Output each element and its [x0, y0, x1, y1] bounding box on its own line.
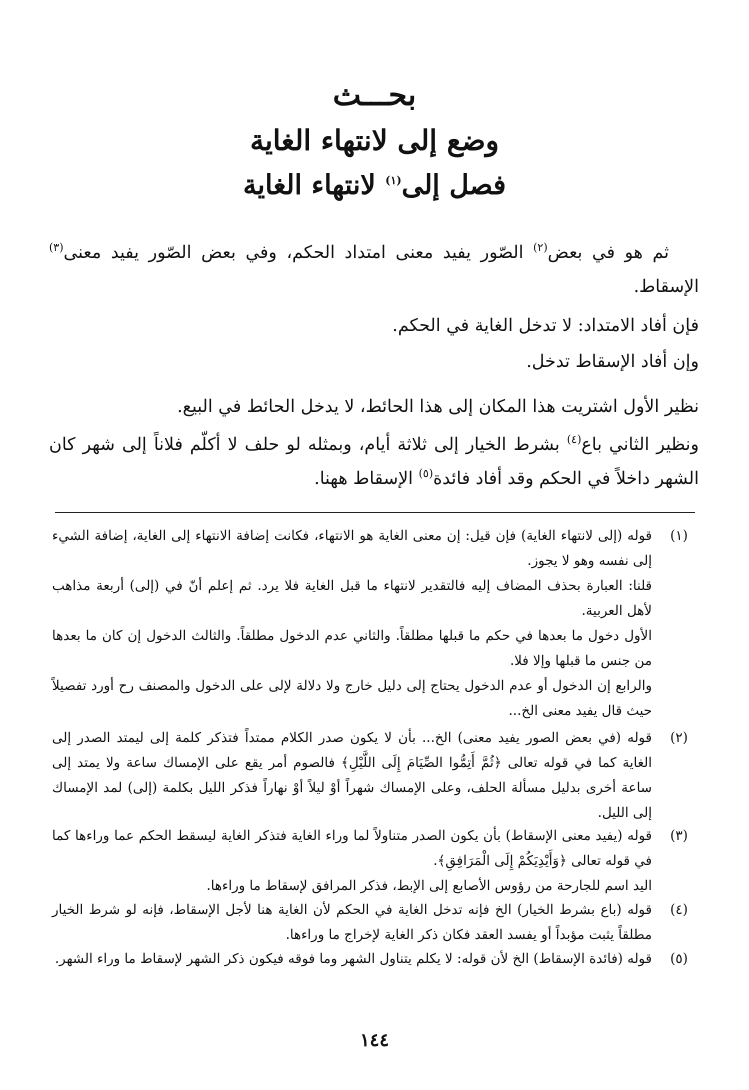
footnote-line: اليد اسم للجارحة من رؤوس الأصابع إلى الإبط، فذكر المرافق لإسقاط ما وراءها. — [206, 878, 652, 894]
chapter-heading-part-b: لانتهاء الغاية — [243, 170, 376, 201]
footnote-number: (٥) — [670, 951, 688, 967]
footnote-text — [52, 524, 652, 724]
body-paragraph-5 — [49, 428, 699, 496]
footnote-text — [52, 726, 652, 826]
footnote-number: (٣) — [670, 828, 688, 844]
text-run: ونظير الثاني باع — [581, 435, 699, 455]
footnote-ref-1: (١) — [385, 174, 402, 187]
section-subtitle: وضع إلى لانتهاء الغاية — [249, 124, 500, 157]
footnote-line: قوله (في بعض الصور يفيد معنى) الخ... بأن لا يكون صدر الكلام ممتداً فتذكر كلمة إلى ليمتد الصدر إلى الغاية كما في قوله تعالى ﴿ثُمَّ أَتِمُّوا الصِّيَامَ إِلَى اللَّيْلِ﴾ فالصوم أمر يقع على الإمساك ساعة ولا يمتد إلى ساعة أخرى بدليل مسألة الحلف، وعلى الإمساك شهراً أوْ ليلاً أوْ نهاراً فذكر الليل بكلمة (إلى) لمد الإمساك إلى الليل. — [52, 730, 652, 821]
body-paragraph-2: فإن أفاد الامتداد: لا تدخل الغاية في الحكم. — [392, 316, 699, 336]
footnote-ref-2: (٢) — [533, 241, 548, 255]
footnote-line: قوله (إلى لانتهاء الغاية) فإن قيل: إن معنى الغاية هو الانتهاء، فكانت إضافة الانتهاء إلى الغاية، إضافة الشيء إلى نفسه وهو لا يجوز. — [52, 528, 652, 569]
page-number: ١٤٤ — [359, 1030, 389, 1051]
footnote-number: (٢) — [670, 730, 688, 746]
footnote-line: الأول دخول ما بعدها في حكم ما قبلها مطلقاً. والثاني عدم الدخول مطلقاً. والثالث الدخول إن كان ما بعدها من جنس ما قبلها وإلا فلا. — [52, 628, 652, 669]
footnote-text — [52, 824, 652, 899]
text-run: الإسقاط. — [633, 277, 699, 297]
text-run: الإسقاط ههنا. — [314, 469, 414, 489]
text-run: بشرط الخيار إلى ثلاثة أيام، وبمثله لو حلف لا أكلّم فلاناً إلى شهر كان الشهر داخلاً في الحكم وقد أفاد فائدة — [49, 435, 699, 489]
footnote-text — [52, 947, 652, 972]
footnote-ref-4: (٤) — [566, 433, 582, 447]
text-run: ثم هو في بعض — [547, 243, 669, 263]
text-run: الصّور يفيد معنى امتداد الحكم، وفي بعض الصّور يفيد معنى — [63, 243, 524, 263]
body-paragraph-1 — [49, 236, 699, 304]
chapter-heading-part-a: فصل إلى — [401, 170, 506, 201]
section-title: بحـــث — [332, 78, 417, 113]
footnote-line: قوله (باع بشرط الخيار) الخ فإنه تدخل الغاية في الحكم لأن الغاية هنا لأجل الإسقاط، فإنه لو شرط الخيار مطلقاً يثبت مؤبداً أو يفسد العقد فكان ذكر الغاية لإخراج ما وراءها. — [52, 902, 652, 943]
footnote-number: (٤) — [670, 902, 688, 918]
footnote-ref-3: (٣) — [49, 241, 64, 255]
footnote-text — [52, 898, 652, 948]
footnote-line: قوله (فائدة الإسقاط) الخ لأن قوله: لا يكلم يتناول الشهر وما فوقه فيكون ذكر الشهر لإسقاط ما وراء الشهر. — [54, 951, 652, 967]
footnote-line: قوله (يفيد معنى الإسقاط) بأن يكون الصدر متناولاً لما وراء الغاية فتذكر الغاية ليسقط الحكم عما وراءها كما في قوله تعالى ﴿وَأَيْدِيَكُمْ إِلَى الْمَرَافِقِ﴾. — [52, 828, 652, 869]
footnote-number: (١) — [670, 528, 688, 544]
body-paragraph-3: وإن أفاد الإسقاط تدخل. — [526, 352, 699, 372]
chapter-heading — [0, 170, 749, 201]
footnote-line: قلنا: العبارة بحذف المضاف إليه فالتقدير لانتهاء ما قبل الغاية فلا يرد. ثم إعلم أنّ في (إلى) أربعة مذاهب لأهل العربية. — [52, 578, 652, 619]
body-paragraph-4: نظير الأول اشتريت هذا المكان إلى هذا الحائط، لا يدخل الحائط في البيع. — [177, 397, 699, 417]
footnote-divider — [55, 512, 695, 513]
footnote-line: والرابع إن الدخول أو عدم الدخول يحتاج إلى دليل خارج ولا دلالة لإلى على الدخول والمصنف رح أورد تفصيلاً حيث قال يفيد معنى الخ... — [52, 678, 652, 719]
footnote-ref-5: (٥) — [418, 467, 434, 481]
